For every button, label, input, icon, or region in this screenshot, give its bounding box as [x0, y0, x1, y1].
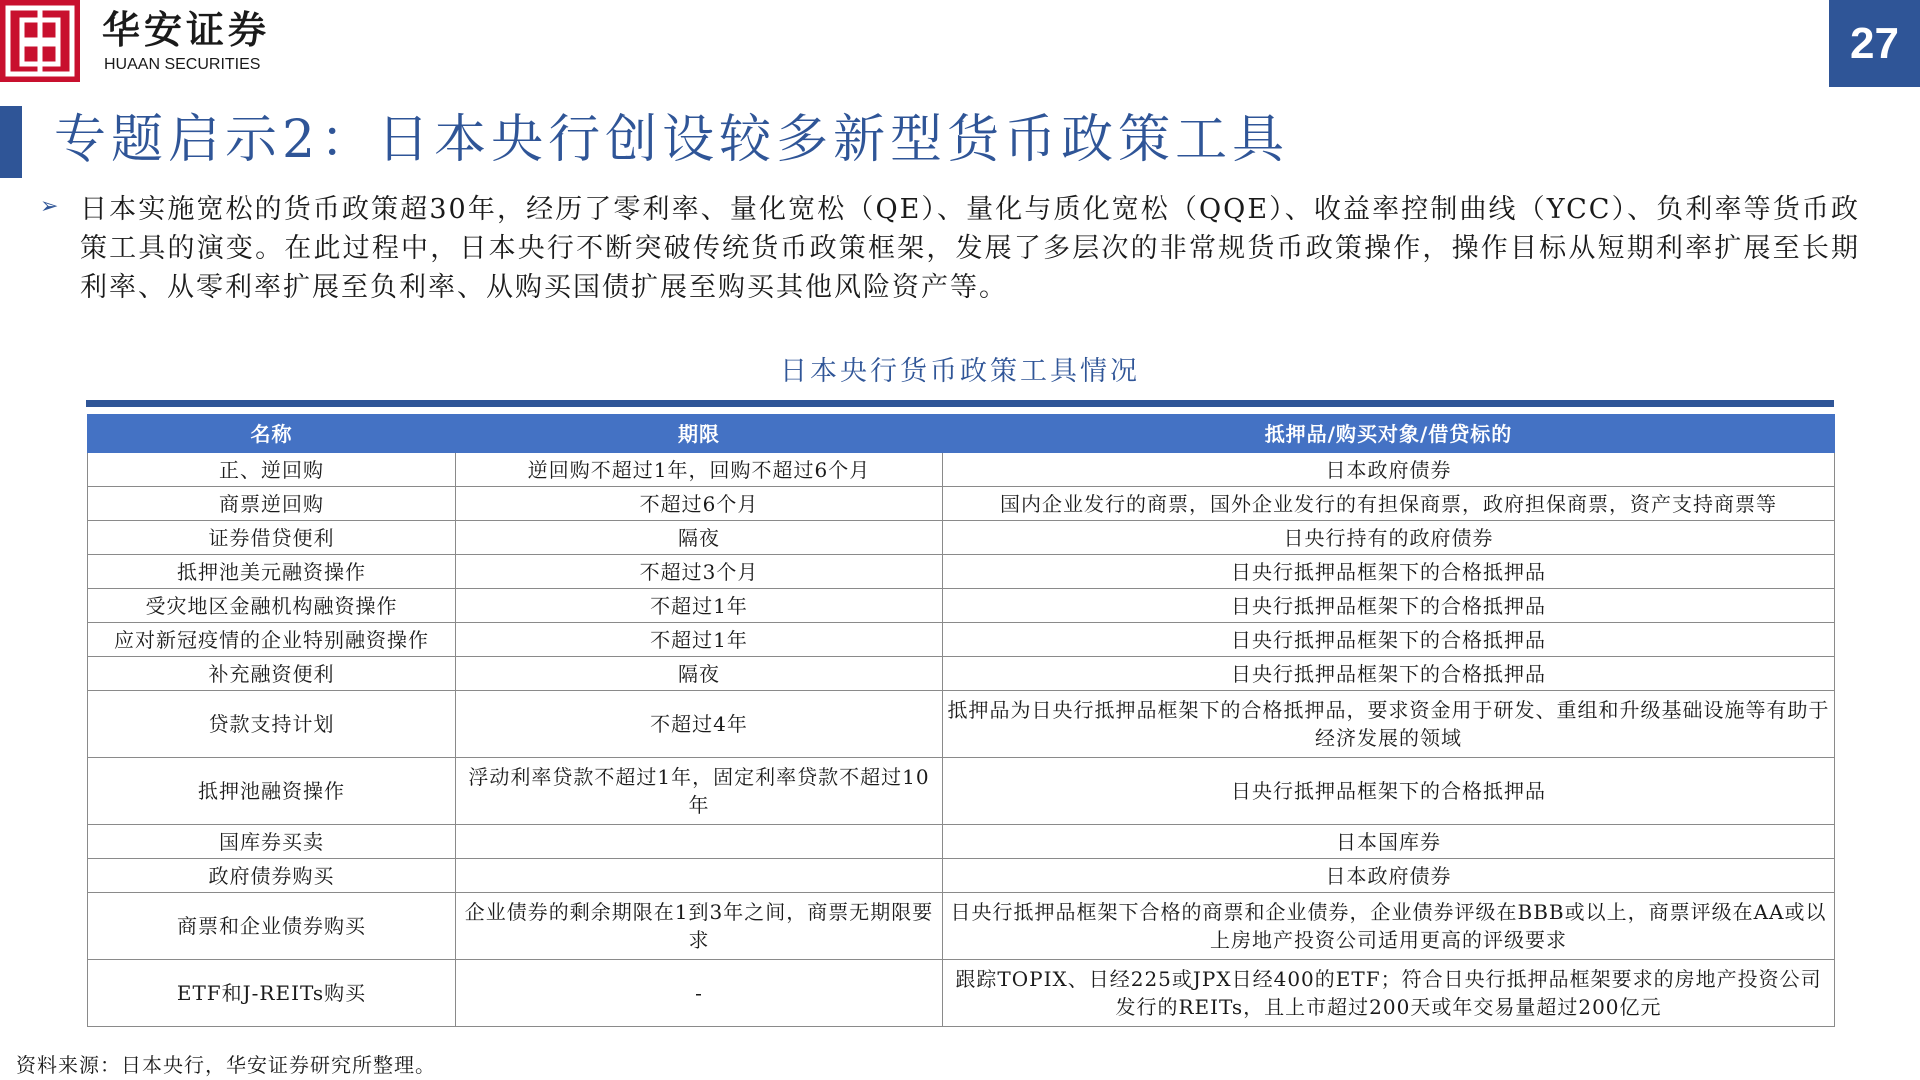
tool-collateral: 日本政府债券 [943, 453, 1835, 487]
table-row [88, 657, 1835, 691]
table-row [88, 825, 1835, 859]
tool-term: 不超过1年 [456, 623, 943, 657]
table-row [88, 859, 1835, 893]
table-header-row [88, 415, 1835, 453]
tool-term: 逆回购不超过1年，回购不超过6个月 [456, 453, 943, 487]
table-row [88, 758, 1835, 825]
arrow-bullet-icon: ➢ [40, 194, 59, 219]
table-row [88, 589, 1835, 623]
column-header-term: 期限 [456, 415, 943, 453]
tool-collateral: 跟踪TOPIX、日经225或JPX日经400的ETF；符合日央行抵押品框架要求的房地产投资公司发行的REITs，且上市超过200天或年交易量超过200亿元 [943, 960, 1835, 1027]
tool-name: 证券借贷便利 [88, 521, 456, 555]
tool-name: 商票和企业债券购买 [88, 893, 456, 960]
table-row [88, 623, 1835, 657]
tool-collateral: 日本政府债券 [943, 859, 1835, 893]
tool-collateral: 日央行抵押品框架下合格的商票和企业债券，企业债券评级在BBB或以上，商票评级在AA或以上房地产投资公司适用更高的评级要求 [943, 893, 1835, 960]
table-row [88, 487, 1835, 521]
table-row [88, 453, 1835, 487]
tool-collateral: 抵押品为日央行抵押品框架下的合格抵押品，要求资金用于研发、重组和升级基础设施等有助于经济发展的领域 [943, 691, 1835, 758]
tool-collateral: 国内企业发行的商票，国外企业发行的有担保商票，政府担保商票，资产支持商票等 [943, 487, 1835, 521]
table-top-rule [86, 400, 1834, 407]
table-row [88, 893, 1835, 960]
tool-term: 企业债券的剩余期限在1到3年之间，商票无期限要求 [456, 893, 943, 960]
column-header-collateral: 抵押品/购买对象/借贷标的 [943, 415, 1835, 453]
table-row [88, 691, 1835, 758]
tool-name: 抵押池美元融资操作 [88, 555, 456, 589]
tool-collateral: 日央行抵押品框架下的合格抵押品 [943, 758, 1835, 825]
tool-collateral: 日央行抵押品框架下的合格抵押品 [943, 589, 1835, 623]
table-row [88, 555, 1835, 589]
tool-name: 政府债券购买 [88, 859, 456, 893]
tool-term: - [456, 960, 943, 1027]
tool-term [456, 859, 943, 893]
brand-name-cn: 华安证券 [102, 7, 271, 52]
tool-name: 商票逆回购 [88, 487, 456, 521]
tool-term: 不超过6个月 [456, 487, 943, 521]
column-header-name: 名称 [88, 415, 456, 453]
logo-mark-icon [0, 0, 80, 82]
tool-name: 抵押池融资操作 [88, 758, 456, 825]
bullet-text: 日本实施宽松的货币政策超30年，经历了零利率、量化宽松（QE）、量化与质化宽松（QQE）、收益率控制曲线（YCC）、负利率等货币政策工具的演变。在此过程中，日本央行不断突破传统货币政策框架，发展了多层次的非常规货币政策操作，操作目标从短期利率扩展至长期利率、从零利率扩展至负利率、从购买国债扩展至购买其他风险资产等。 [80, 194, 1860, 303]
table-title: 日本央行货币政策工具情况 [780, 356, 1140, 387]
tool-term [456, 825, 943, 859]
tool-collateral: 日央行抵押品框架下的合格抵押品 [943, 657, 1835, 691]
page-number: 27 [1829, 0, 1920, 87]
tool-name: 受灾地区金融机构融资操作 [88, 589, 456, 623]
title-accent-bar [0, 106, 22, 178]
source-note: 资料来源：日本央行，华安证券研究所整理。 [16, 1053, 436, 1077]
tool-name: ETF和J-REITs购买 [88, 960, 456, 1027]
tool-collateral: 日本国库券 [943, 825, 1835, 859]
tool-name: 贷款支持计划 [88, 691, 456, 758]
tool-term: 浮动利率贷款不超过1年，固定利率贷款不超过10年 [456, 758, 943, 825]
tool-collateral: 日央行持有的政府债券 [943, 521, 1835, 555]
tool-term: 不超过3个月 [456, 555, 943, 589]
tool-name: 补充融资便利 [88, 657, 456, 691]
tool-name: 国库券买卖 [88, 825, 456, 859]
tool-collateral: 日央行抵押品框架下的合格抵押品 [943, 555, 1835, 589]
tool-term: 隔夜 [456, 657, 943, 691]
tool-collateral: 日央行抵押品框架下的合格抵押品 [943, 623, 1835, 657]
tool-name: 正、逆回购 [88, 453, 456, 487]
table-row [88, 960, 1835, 1027]
policy-tools-table [87, 414, 1835, 1027]
tool-term: 不超过4年 [456, 691, 943, 758]
tool-name: 应对新冠疫情的企业特别融资操作 [88, 623, 456, 657]
table-row [88, 521, 1835, 555]
tool-term: 不超过1年 [456, 589, 943, 623]
brand-logo [0, 0, 80, 82]
brand-name-en: HUAAN SECURITIES [104, 56, 261, 73]
page-title: 专题启示2：日本央行创设较多新型货币政策工具 [54, 110, 1290, 170]
tool-term: 隔夜 [456, 521, 943, 555]
